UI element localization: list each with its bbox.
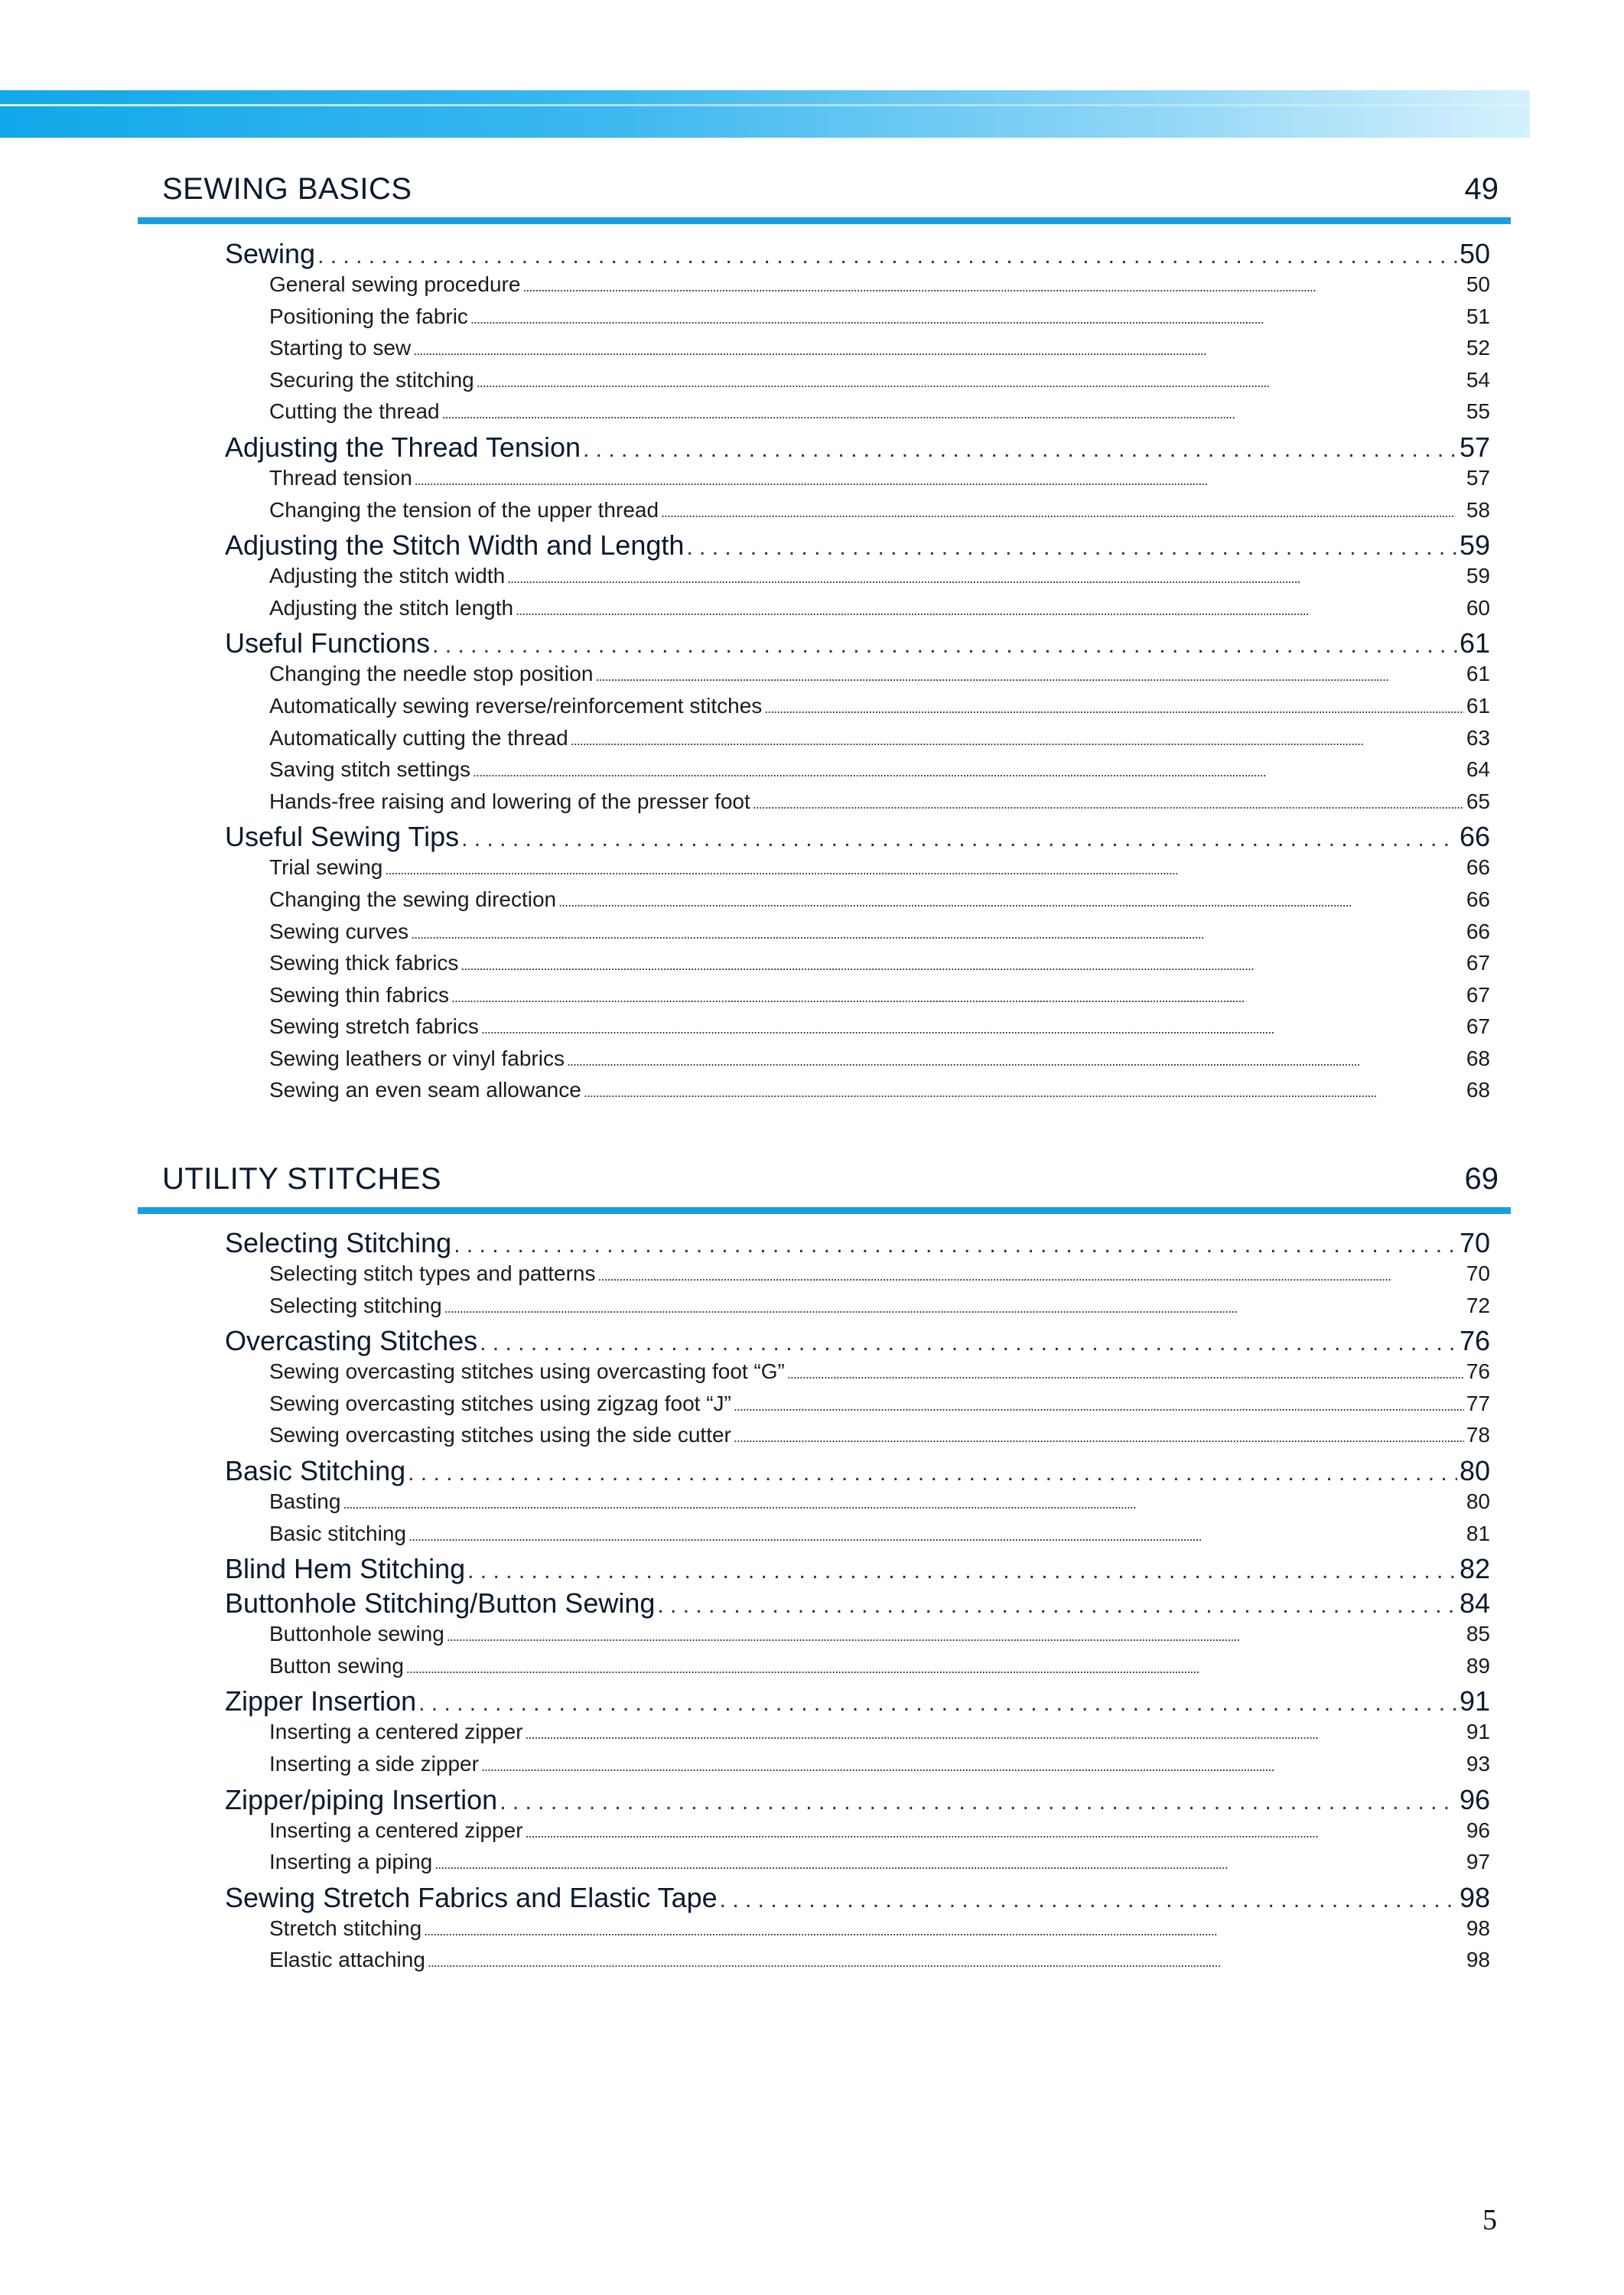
dot-leader <box>467 1558 1457 1584</box>
toc-item-label: Stretch stitching <box>269 1916 422 1940</box>
toc-item-page: 98 <box>1466 1948 1490 1972</box>
toc-item-page: 61 <box>1466 662 1490 686</box>
toc-heading[interactable] <box>225 1325 1490 1359</box>
section-title: UTILITY STITCHES <box>162 1162 442 1196</box>
toc-item[interactable] <box>269 662 1490 694</box>
toc-item-label: Selecting stitch types and patterns <box>269 1261 596 1285</box>
section-header-sewing-basics <box>138 172 1511 206</box>
toc-item-page: 68 <box>1466 1078 1490 1102</box>
toc-item-page: 77 <box>1466 1391 1490 1415</box>
toc-item-page: 80 <box>1466 1489 1490 1513</box>
toc-heading[interactable] <box>225 431 1490 466</box>
toc-item-page: 61 <box>1466 693 1490 718</box>
section-rule <box>138 1207 1511 1214</box>
dot-leader <box>522 279 1463 295</box>
toc-item[interactable] <box>269 1423 1490 1455</box>
toc-item[interactable] <box>269 1916 1490 1948</box>
dot-leader <box>764 701 1464 717</box>
dot-leader <box>470 311 1464 327</box>
toc-item-page: 67 <box>1466 1014 1490 1039</box>
toc-heading-title: Basic Stitching <box>225 1454 406 1486</box>
toc-item-page: 59 <box>1466 564 1490 588</box>
toc-heading-title: Useful Sewing Tips <box>225 821 460 853</box>
dot-leader <box>597 1268 1463 1284</box>
toc-heading-title: Overcasting Stitches <box>225 1325 478 1357</box>
toc-item-page: 96 <box>1466 1818 1490 1842</box>
toc-item[interactable] <box>269 1294 1490 1326</box>
dot-leader <box>413 343 1464 359</box>
dot-leader <box>584 1085 1464 1101</box>
toc-item-label: Changing the tension of the upper thread <box>269 497 659 522</box>
toc-heading[interactable] <box>225 1227 1490 1261</box>
toc-item[interactable] <box>269 1622 1490 1654</box>
toc-item-label: Sewing overcasting stitches using the side cutter <box>269 1423 731 1447</box>
toc-item-page: 64 <box>1466 757 1490 782</box>
toc-heading-page: 57 <box>1459 431 1490 463</box>
dot-leader <box>411 926 1464 942</box>
toc-item[interactable] <box>269 920 1490 952</box>
dot-leader <box>477 375 1464 391</box>
dot-leader <box>753 796 1464 812</box>
toc-item-page: 81 <box>1466 1521 1490 1545</box>
dot-leader <box>444 1300 1464 1317</box>
toc-heading-page: 84 <box>1459 1587 1490 1620</box>
dot-leader <box>432 633 1457 659</box>
section-title: SEWING BASICS <box>162 172 412 206</box>
toc-item[interactable] <box>269 1522 1490 1554</box>
toc-item-page: 78 <box>1466 1423 1490 1447</box>
toc-item-label: Basting <box>269 1489 341 1513</box>
toc-item[interactable] <box>269 1752 1490 1784</box>
toc-item-label: Trial sewing <box>269 855 383 880</box>
toc-item-label: Buttonhole sewing <box>269 1622 444 1646</box>
dot-leader <box>481 1021 1464 1037</box>
dot-leader <box>418 1691 1457 1717</box>
toc-item[interactable] <box>269 1014 1490 1047</box>
toc-heading[interactable] <box>225 529 1490 564</box>
toc-heading-page: 59 <box>1459 529 1490 562</box>
toc-item[interactable] <box>269 1392 1490 1424</box>
dot-leader <box>317 243 1457 269</box>
dot-leader <box>343 1496 1463 1512</box>
header-band-highlight <box>0 104 1530 106</box>
toc-item-page: 67 <box>1466 951 1490 975</box>
toc-item-page: 76 <box>1466 1359 1490 1384</box>
toc-item-page: 68 <box>1466 1046 1490 1070</box>
toc-item-label: Sewing overcasting stitches using zigzag foot “J” <box>269 1391 731 1415</box>
dot-leader <box>734 1398 1464 1414</box>
dot-leader <box>558 894 1464 910</box>
toc-item-page: 85 <box>1466 1622 1490 1646</box>
toc-item-label: Sewing overcasting stitches using overcasting foot “G” <box>269 1359 785 1384</box>
toc-heading-title: Sewing Stretch Fabrics and Elastic Tape <box>225 1881 718 1913</box>
toc-heading[interactable] <box>225 1587 1490 1622</box>
toc-item-label: Inserting a piping <box>269 1850 433 1874</box>
dot-leader <box>461 958 1463 974</box>
toc-item-label: Selecting stitching <box>269 1293 442 1317</box>
page-number: 5 <box>1482 2204 1497 2236</box>
dot-leader <box>442 406 1464 422</box>
toc-item[interactable] <box>269 694 1490 726</box>
dot-leader <box>500 1789 1457 1815</box>
dot-leader <box>447 1629 1464 1645</box>
toc-heading[interactable] <box>225 1784 1490 1818</box>
toc-item[interactable] <box>269 564 1490 596</box>
toc-item-label: Sewing thin fabrics <box>269 982 450 1007</box>
toc-item[interactable] <box>269 466 1490 498</box>
dot-leader <box>734 1430 1464 1446</box>
toc-item-page: 55 <box>1466 399 1490 424</box>
dot-leader <box>720 1887 1457 1913</box>
toc-item[interactable] <box>269 789 1490 822</box>
toc-item-page: 93 <box>1466 1751 1490 1776</box>
toc-item-page: 66 <box>1466 919 1490 943</box>
toc-item[interactable] <box>269 1720 1490 1752</box>
toc-item-label: Button sewing <box>269 1653 404 1678</box>
dot-leader <box>480 1330 1457 1356</box>
toc-item[interactable] <box>269 336 1490 368</box>
dot-leader <box>428 1955 1464 1971</box>
toc-item-page: 66 <box>1466 855 1490 880</box>
dot-leader <box>424 1923 1464 1939</box>
toc-item[interactable] <box>269 1489 1490 1522</box>
toc-heading[interactable] <box>225 821 1490 855</box>
toc-heading-title: Adjusting the Stitch Width and Length <box>225 529 685 562</box>
toc-heading-title: Sewing <box>225 238 316 269</box>
toc-item-page: 97 <box>1466 1850 1490 1874</box>
dot-leader <box>657 1593 1457 1619</box>
dot-leader <box>415 473 1464 489</box>
dot-leader <box>526 1727 1464 1743</box>
toc-item-label: Inserting a centered zipper <box>269 1818 523 1842</box>
toc-list-utility-stitches <box>225 1227 1490 1980</box>
toc-heading-page: 61 <box>1459 627 1490 659</box>
dot-leader <box>385 862 1464 878</box>
toc-item-label: Sewing curves <box>269 919 409 943</box>
toc-item[interactable] <box>269 1047 1490 1079</box>
toc-item-label: Adjusting the stitch width <box>269 564 506 588</box>
dot-leader <box>686 535 1457 561</box>
toc-item-label: General sewing procedure <box>269 272 521 296</box>
toc-item-label: Cutting the thread <box>269 399 440 424</box>
toc-item-label: Sewing an even seam allowance <box>269 1078 581 1102</box>
toc-item[interactable] <box>269 983 1490 1015</box>
toc-item-page: 72 <box>1466 1293 1490 1317</box>
toc-item-label: Starting to sew <box>269 336 412 360</box>
dot-leader <box>526 1825 1464 1841</box>
toc-item-page: 51 <box>1466 304 1490 328</box>
toc-heading-page: 91 <box>1459 1685 1490 1717</box>
dot-leader <box>661 505 1464 521</box>
toc-item[interactable] <box>269 1850 1490 1882</box>
toc-heading-page: 98 <box>1459 1881 1490 1913</box>
toc-item-label: Positioning the fabric <box>269 304 468 328</box>
toc-item[interactable] <box>269 855 1490 887</box>
dot-leader <box>434 1857 1464 1873</box>
toc-item-page: 65 <box>1466 789 1490 813</box>
toc-heading-title: Buttonhole Stitching/Button Sewing <box>225 1587 656 1620</box>
toc-heading-page: 80 <box>1459 1454 1490 1486</box>
toc-item-label: Hands-free raising and lowering of the presser foot <box>269 789 750 813</box>
section-header-utility-stitches <box>138 1162 1511 1196</box>
toc-item-page: 60 <box>1466 595 1490 620</box>
toc-item[interactable] <box>269 1818 1490 1851</box>
toc-item-page: 66 <box>1466 887 1490 911</box>
dot-leader <box>516 603 1464 619</box>
toc-item[interactable] <box>269 951 1490 983</box>
toc-heading[interactable] <box>225 627 1490 662</box>
toc-item[interactable] <box>269 304 1490 337</box>
dot-leader <box>571 733 1464 749</box>
toc-item[interactable] <box>269 596 1490 628</box>
toc-item[interactable] <box>269 1261 1490 1294</box>
toc-heading-page: 96 <box>1459 1783 1490 1815</box>
toc-item-page: 57 <box>1466 465 1490 490</box>
toc-item-page: 91 <box>1466 1720 1490 1744</box>
section-page: 49 <box>1464 172 1499 206</box>
toc-item-label: Sewing stretch fabrics <box>269 1014 479 1039</box>
toc-heading-title: Selecting Stitching <box>225 1227 452 1258</box>
toc-item-label: Automatically sewing reverse/reinforcement stitches <box>269 693 763 718</box>
toc-heading[interactable] <box>225 1882 1490 1916</box>
toc-item-label: Sewing leathers or vinyl fabrics <box>269 1046 565 1070</box>
toc-heading-page: 70 <box>1459 1227 1490 1258</box>
toc-item-page: 50 <box>1466 272 1490 296</box>
toc-item-label: Saving stitch settings <box>269 757 471 782</box>
toc-item[interactable] <box>269 1078 1490 1110</box>
dot-leader <box>473 764 1464 780</box>
dot-leader <box>567 1053 1464 1069</box>
toc-item[interactable] <box>269 1359 1490 1392</box>
toc-item-page: 58 <box>1466 497 1490 522</box>
toc-item-label: Inserting a side zipper <box>269 1751 479 1776</box>
toc-item-label: Elastic attaching <box>269 1948 425 1972</box>
dot-leader <box>787 1366 1464 1382</box>
toc-item-page: 98 <box>1466 1916 1490 1940</box>
toc-item-page: 63 <box>1466 725 1490 750</box>
toc-item-label: Basic stitching <box>269 1521 406 1545</box>
toc-item-label: Sewing thick fabrics <box>269 951 459 975</box>
toc-item-label: Changing the sewing direction <box>269 887 557 911</box>
dot-leader <box>507 571 1464 587</box>
toc-item-label: Changing the needle stop position <box>269 662 594 686</box>
toc-item[interactable] <box>269 1948 1490 1980</box>
toc-item-label: Securing the stitching <box>269 367 474 392</box>
dot-leader <box>481 1759 1464 1775</box>
toc-item[interactable] <box>269 399 1490 431</box>
dot-leader <box>408 1460 1457 1486</box>
dot-leader <box>406 1661 1464 1677</box>
dot-leader <box>461 826 1457 852</box>
toc-item-label: Inserting a centered zipper <box>269 1720 523 1744</box>
toc-heading-page: 76 <box>1459 1325 1490 1357</box>
dot-leader <box>583 437 1457 463</box>
dot-leader <box>454 1232 1457 1258</box>
toc-heading-title: Zipper Insertion <box>225 1685 417 1717</box>
toc-item[interactable] <box>269 887 1490 920</box>
toc-heading-title: Zipper/piping Insertion <box>225 1783 498 1815</box>
dot-leader <box>408 1528 1464 1545</box>
header-color-band <box>0 90 1530 138</box>
dot-leader <box>595 669 1463 685</box>
toc-item-label: Automatically cutting the thread <box>269 725 568 750</box>
section-rule <box>138 217 1511 224</box>
toc-item[interactable] <box>269 498 1490 530</box>
section-page: 69 <box>1464 1162 1499 1196</box>
toc-item-page: 70 <box>1466 1261 1490 1285</box>
dot-leader <box>451 990 1464 1006</box>
toc-item-page: 54 <box>1466 367 1490 392</box>
toc-heading[interactable] <box>225 1455 1490 1489</box>
toc-heading[interactable] <box>225 1553 1490 1587</box>
toc-heading-title: Useful Functions <box>225 627 431 659</box>
toc-item-page: 52 <box>1466 336 1490 360</box>
toc-heading-page: 66 <box>1459 821 1490 853</box>
toc-list-sewing-basics <box>225 238 1490 1110</box>
toc-item[interactable] <box>269 757 1490 789</box>
toc-heading-page: 82 <box>1459 1553 1490 1585</box>
toc-item[interactable] <box>269 272 1490 304</box>
toc-item-page: 89 <box>1466 1653 1490 1678</box>
toc-heading-title: Adjusting the Thread Tension <box>225 431 581 463</box>
toc-heading-page: 50 <box>1459 238 1490 269</box>
toc-item-page: 67 <box>1466 982 1490 1007</box>
toc-item[interactable] <box>269 1654 1490 1686</box>
toc-heading[interactable] <box>225 238 1490 272</box>
toc-heading[interactable] <box>225 1685 1490 1720</box>
toc-heading-title: Blind Hem Stitching <box>225 1553 466 1585</box>
toc-item[interactable] <box>269 368 1490 400</box>
toc-item-label: Thread tension <box>269 465 412 490</box>
toc-item[interactable] <box>269 726 1490 758</box>
toc-item-label: Adjusting the stitch length <box>269 595 514 620</box>
